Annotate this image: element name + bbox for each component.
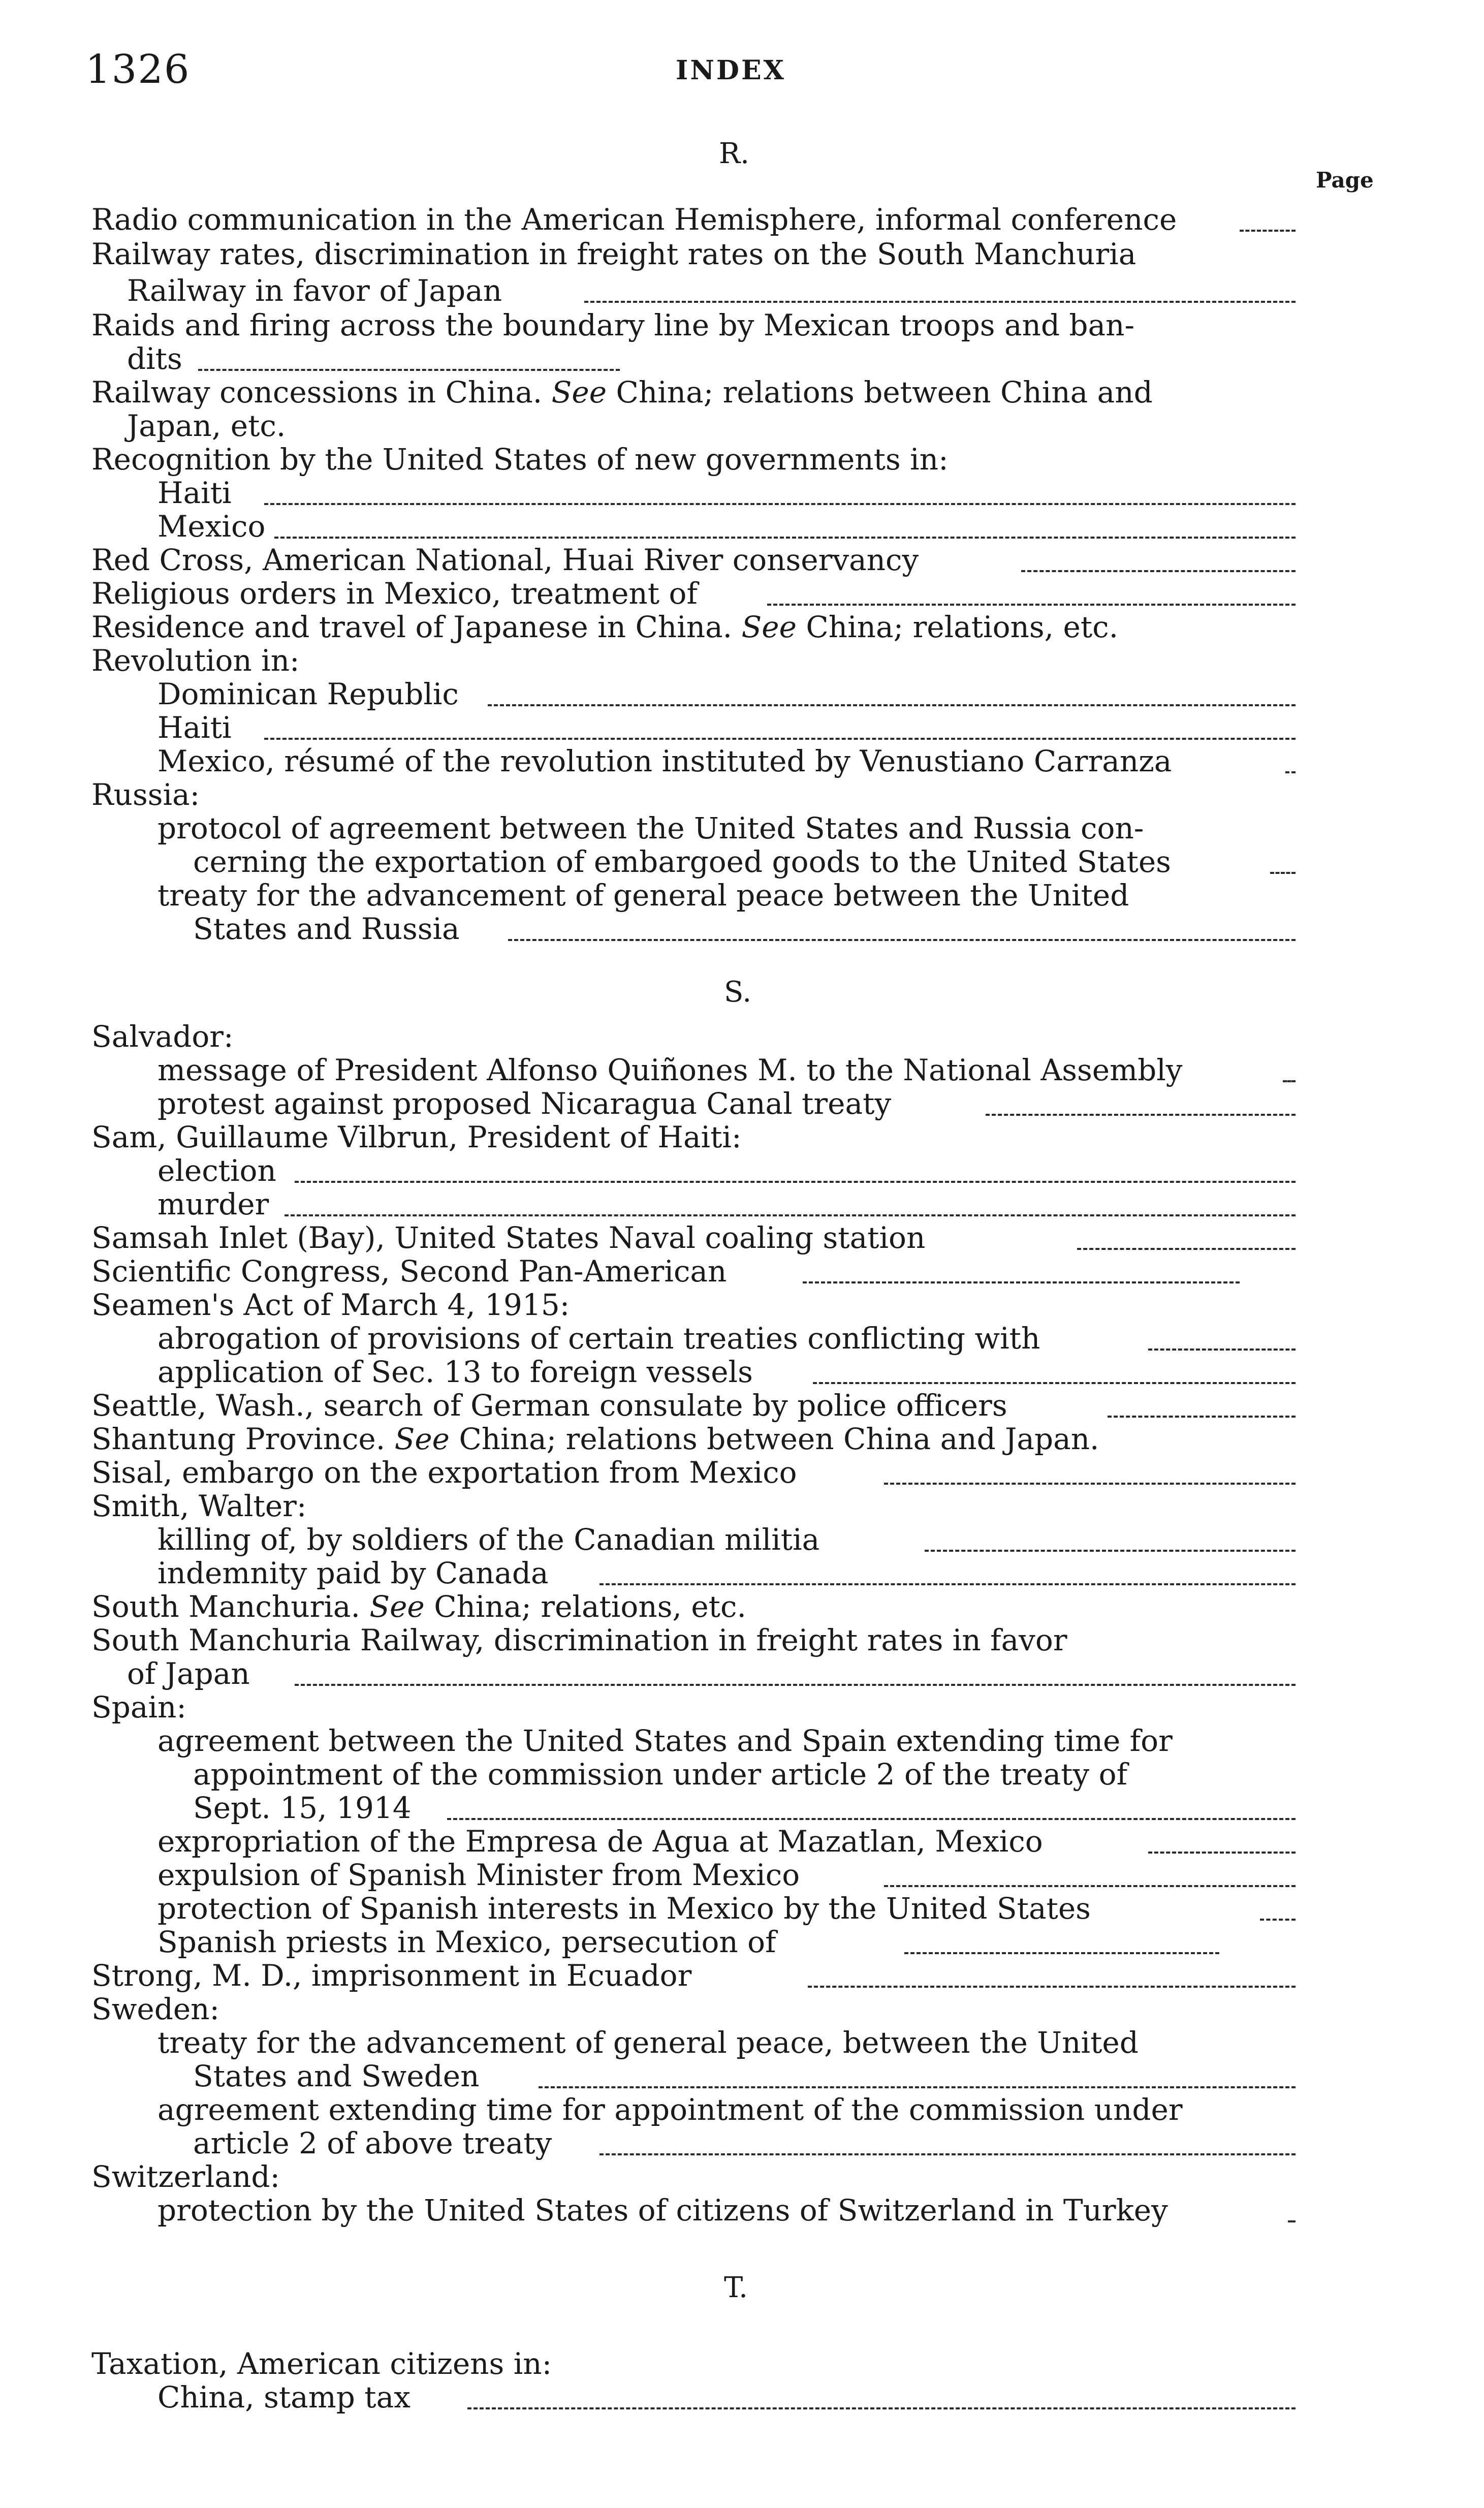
leader-dots: [1077, 1248, 1296, 1250]
leader-dots: [1288, 2220, 1296, 2222]
leader-dots: [884, 1885, 1296, 1887]
leader-dots: [813, 1382, 1296, 1384]
leader-dots: [1260, 1919, 1296, 1921]
leader-dots: [264, 503, 1296, 505]
leader-dots: [295, 1684, 1296, 1686]
leader-dots: [584, 301, 1296, 303]
leader-dots: [264, 738, 1296, 740]
leader-dots: [539, 2086, 1296, 2088]
leader-dots: [198, 369, 620, 371]
leader-dots: [599, 1583, 1296, 1585]
leader-dots: [467, 2407, 1296, 2409]
section-letter-s: S.: [724, 976, 752, 1009]
leader-dots: [884, 1483, 1296, 1485]
leader-dots: [1285, 771, 1296, 773]
leader-dots: [803, 1281, 1240, 1283]
leader-dots: [285, 1214, 1296, 1216]
leader-dots: [904, 1952, 1219, 1954]
leader-dots: [1240, 230, 1296, 232]
leader-dots: [295, 1181, 1296, 1183]
see-reference: See: [394, 1422, 450, 1456]
see-reference: See: [369, 1589, 425, 1624]
running-head: INDEX: [676, 55, 786, 86]
leader-dots: [1270, 872, 1296, 874]
see-reference: See: [741, 610, 797, 644]
leader-dots: [1108, 1416, 1296, 1418]
leader-dots: [599, 2153, 1296, 2155]
section-letter-r: R.: [719, 137, 749, 170]
leader-dots: [447, 1818, 1296, 1820]
leader-dots: [274, 537, 1296, 539]
leader-dots: [488, 704, 1296, 706]
leader-dots: [1283, 1080, 1296, 1082]
leader-dots: [1148, 1852, 1296, 1854]
leader-dots: [986, 1114, 1296, 1116]
section-letter-t: T.: [724, 2271, 748, 2304]
leader-dots: [1148, 1349, 1296, 1351]
leader-dots: [508, 939, 1296, 941]
leader-dots: [808, 1986, 1296, 1988]
see-reference: See: [551, 375, 607, 410]
leader-dots: [1021, 570, 1296, 572]
page-number: 1326: [85, 47, 191, 92]
leader-dots: [767, 604, 1296, 606]
leader-dots: [925, 1550, 1296, 1552]
index-page: 1326 INDEX R. Page Radio communication in the American Hemisphere, informal conference Railway rates, discrimination in freight rates on the South Manchuria Railway in favor of Japan Raids and firing across the boundary line by Mexican troops and ban- dits Railway concessions in China. See China; relations between China and Japan, etc. Recognition by the United States of new governments in: Haiti Mexico Red Cross, American National, Huai River conservancy Religious orders in Mexico, treatment of Residence and travel of Japanese in China. See China; relations, etc. Revolution in: Dominican Republic Haiti Mexico, résumé of the revolution instituted by Venustiano Carranza Russia: protocol of agreement between the United States and Russia con- cerning the exportation of embargoed goods to the United States treaty for the advancement of general peace between the United States and Russia S. Salvador: message of President Alfonso Quiñones M. to the National Assembly protest against proposed Nicaragua Canal treaty Sam, Guillaume Vilbrun, President of Haiti: election murder Samsah Inlet (Bay), United States Naval coaling station Scientific Congress, Second Pan-American Seamen's Act of March 4, 1915: abrogation of provisions of certain treaties conflicting with application of Sec. 13 to foreign vessels Seattle, Wash., search of German consulate by police officers Shantung Province. See China; relations between China and Japan. Sisal, embargo on the exportation from Mexico Smith, Walter: killing of, by soldiers of the Canadian militia indemnity paid by Canada South Manchuria. See China; relations, etc. South Manchuria Railway, discrimination in freight rates in favor of Japan Spain: agreement between the United States and Spain extending time for appointment of the commission under article 2 of the treaty of Sept. 15, 1914 expropriation of the Empresa de Agua at Mazatlan, Mexico expulsion of Spanish Minister from Mexico protection of Spanish interests in Mexico by the United States Spanish priests in Mexico, persecution of Strong, M. D., imprisonment in Ecuador Sweden: treaty for the advancement of general peace, between the United States and Sweden agreement extending time for appointment of the commission under article 2 of above treaty Switzerland: protection by the United States of citizens of Switzerland in Turkey T. Taxation, American citizens in: China, stamp tax: [85, 47, 1374, 2415]
page-column-label: Page: [1316, 168, 1374, 193]
